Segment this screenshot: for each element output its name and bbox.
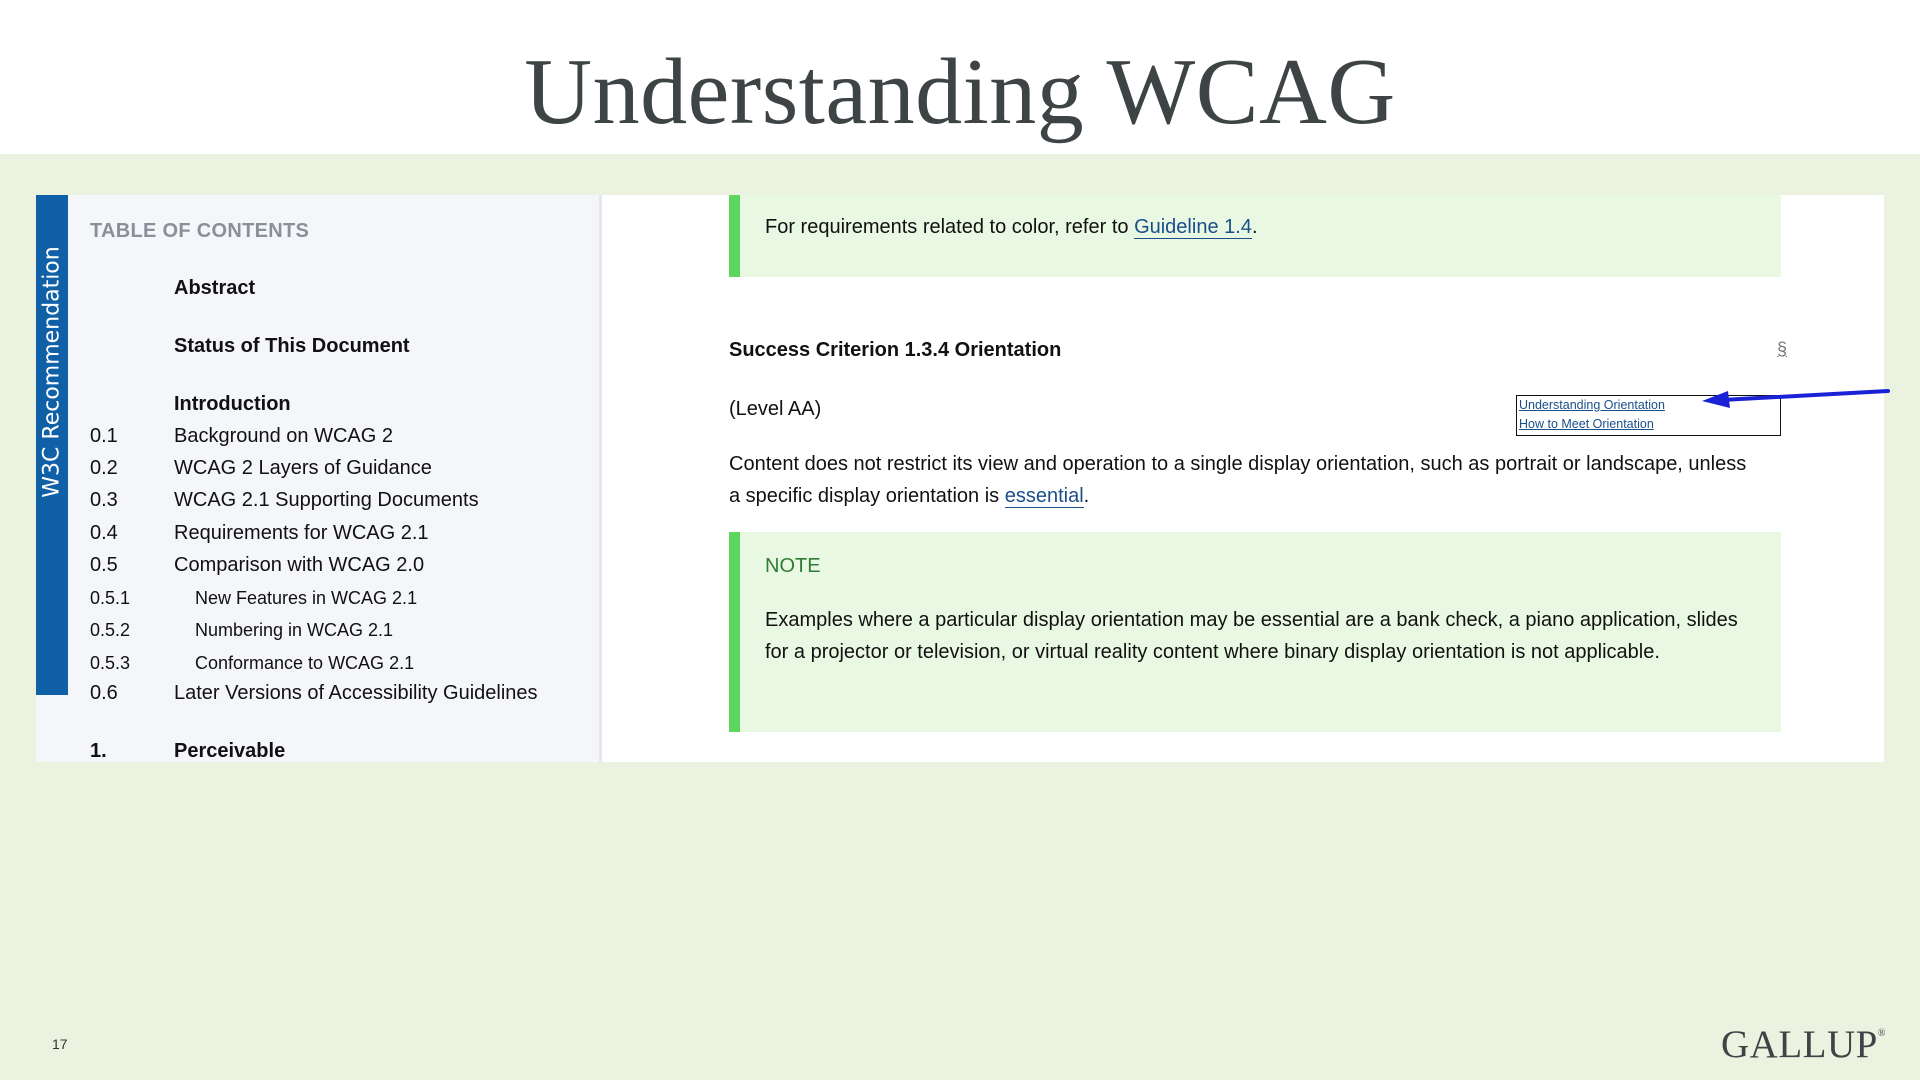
conformance-level: (Level AA) <box>729 398 822 420</box>
toc-item-number: 0.6 <box>90 682 118 704</box>
guideline-1-4-link[interactable]: Guideline 1.4 <box>1134 216 1252 238</box>
toc-item-number: 0.3 <box>90 489 118 511</box>
criterion-description <box>729 448 1759 512</box>
toc-heading: TABLE OF CONTENTS <box>90 220 310 242</box>
toc-item-number: 0.5.2 <box>90 620 131 640</box>
essential-link[interactable]: essential <box>1004 485 1084 507</box>
toc-item-label: Introduction <box>174 393 291 415</box>
toc-item-number: 0.2 <box>90 457 118 479</box>
toc-item-label: Perceivable <box>174 740 286 762</box>
toc-item-label: WCAG 2.1 Supporting Documents <box>174 489 479 511</box>
note-text: Examples where a particular display orientation may be essential are a bank check, a piano application, slides for a projector or television, or virtual reality content where binary display orientation is not applicable. <box>765 609 1738 663</box>
logo-text: GALLUP <box>1721 1023 1878 1066</box>
gallup-logo <box>1721 1022 1886 1067</box>
toc-item-label: Later Versions of Accessibility Guidelines <box>174 682 538 704</box>
toc-item-label: WCAG 2 Layers of Guidance <box>174 457 432 479</box>
color-note-prefix: For requirements related to color, refer to <box>765 216 1135 238</box>
toc-item-number: 1. <box>90 740 107 762</box>
toc-item-label: Abstract <box>174 277 256 299</box>
slide-title: Understanding WCAG <box>524 40 1396 144</box>
description-prefix: Content does not restrict its view and operation to a single display orientation, such as portrait or landscape, unless a specific display orientation is <box>729 453 1747 507</box>
w3c-recommendation-label: W3C Recommendation <box>39 246 65 498</box>
understanding-orientation-link[interactable]: Understanding Orientation <box>1519 398 1665 412</box>
section-anchor-link[interactable]: § <box>1777 339 1788 359</box>
toc-item-number: 0.5.1 <box>90 588 131 608</box>
toc-item-label: Requirements for WCAG 2.1 <box>174 522 429 544</box>
toc-item-number: 0.5.3 <box>90 653 131 673</box>
toc-item-label: Numbering in WCAG 2.1 <box>195 620 394 640</box>
toc-item-label: Comparison with WCAG 2.0 <box>174 554 425 576</box>
registered-mark: ® <box>1877 1028 1886 1039</box>
note-label: NOTE <box>765 555 821 577</box>
toc-item-label: Conformance to WCAG 2.1 <box>195 653 415 673</box>
toc-item-number: 0.1 <box>90 425 118 447</box>
page-number: 17 <box>52 1036 68 1052</box>
color-note-suffix: . <box>1251 216 1258 238</box>
color-note-text <box>765 216 1258 239</box>
toc-item-label: New Features in WCAG 2.1 <box>195 588 418 608</box>
toc-item-number: 0.5 <box>90 554 118 576</box>
toc-item-label: Status of This Document <box>174 335 410 357</box>
success-criterion-heading: Success Criterion 1.3.4 Orientation <box>729 339 1062 361</box>
toc-item-label: Background on WCAG 2 <box>174 425 393 447</box>
slide-header <box>0 0 1920 154</box>
toc-item-number: 0.4 <box>90 522 118 544</box>
how-to-meet-orientation-link[interactable]: How to Meet Orientation <box>1519 417 1654 431</box>
annotation-arrow-icon <box>1690 378 1890 414</box>
description-suffix: . <box>1083 485 1090 507</box>
